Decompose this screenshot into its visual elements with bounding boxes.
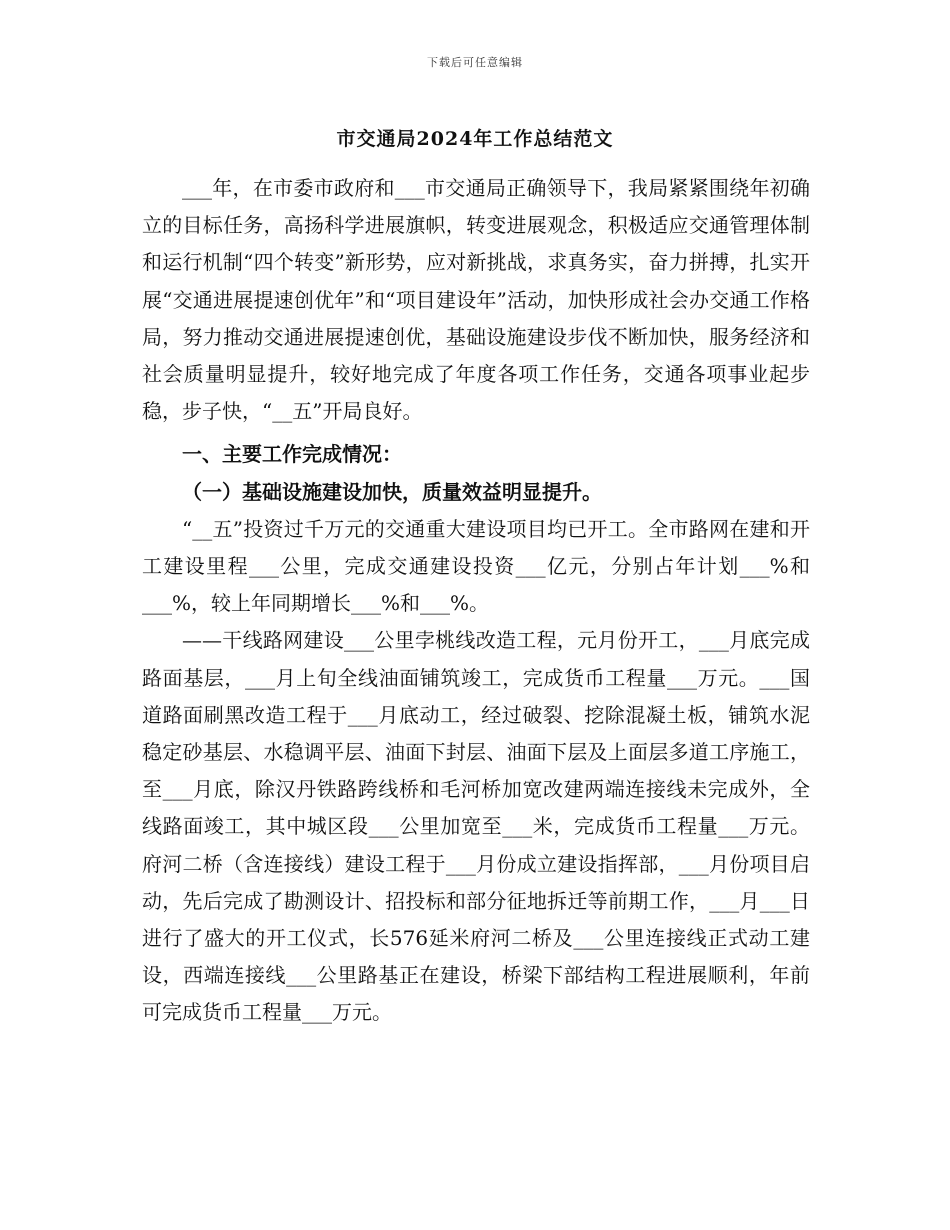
section-heading-main-work: 一、主要工作完成情况： — [182, 442, 402, 467]
header-note: 下载后可任意编辑 — [427, 56, 523, 69]
paragraph-investment: “__五”投资过千万元的交通重大建设项目均已开工。全市路网在建和开工建设里程___公里，完成交通建设投资___亿元，分别占年计划___%和___%，较上年同期增长___%和___%。 — [142, 516, 810, 616]
intro-paragraph: ___年，在市委市政府和___市交通局正确领导下，我局紧紧围绕年初确立的目标任务，高扬科学进展旗帜，转变进展观念，积极适应交通管理体制和运行机制“四个转变”新形势，应对新挑战，求真务实，奋力拼搏，扎实开展“交通进展提速创优年”和“项目建设年”活动，加快形成社会办交通工作格局，努力推动交通进展提速创优，基础设施建设步伐不断加快，服务经济和社会质量明显提升，较好地完成了年度各项工作任务，交通各项事业起步稳，步子快，“__五”开局良好。 — [142, 176, 810, 424]
document-body — [142, 170, 810, 1032]
document-title: 市交通局2024年工作总结范文 — [336, 128, 614, 150]
subsection-heading-infrastructure: （一）基础设施建设加快，质量效益明显提升。 — [182, 479, 602, 504]
paragraph-trunk-road: ——干线路网建设___公里孛桃线改造工程，元月份开工，___月底完成路面基层，___月上旬全线油面铺筑竣工，完成货币工程量___万元。___国道路面刷黑改造工程于___月底动工，经过破裂、挖除混凝土板，铺筑水泥稳定砂基层、水稳调平层、油面下封层、油面下层及上面层多道工序施工，至___月底，除汉丹铁路跨线桥和毛河桥加宽改建两端连接线未完成外，全线路面竣工，其中城区段___公里加宽至___米，完成货币工程量___万元。府河二桥（含连接线）建设工程于___月份成立建设指挥部，___月份项目启动，先后完成了勘测设计、招投标和部分征地拆迁等前期工作，___月___日进行了盛大的开工仪式，长576延米府河二桥及___公里连接线正式动工建设，西端连接线___公里路基正在建设，桥梁下部结构工程进展顺利，年前可完成货币工程量___万元。 — [142, 628, 810, 1025]
